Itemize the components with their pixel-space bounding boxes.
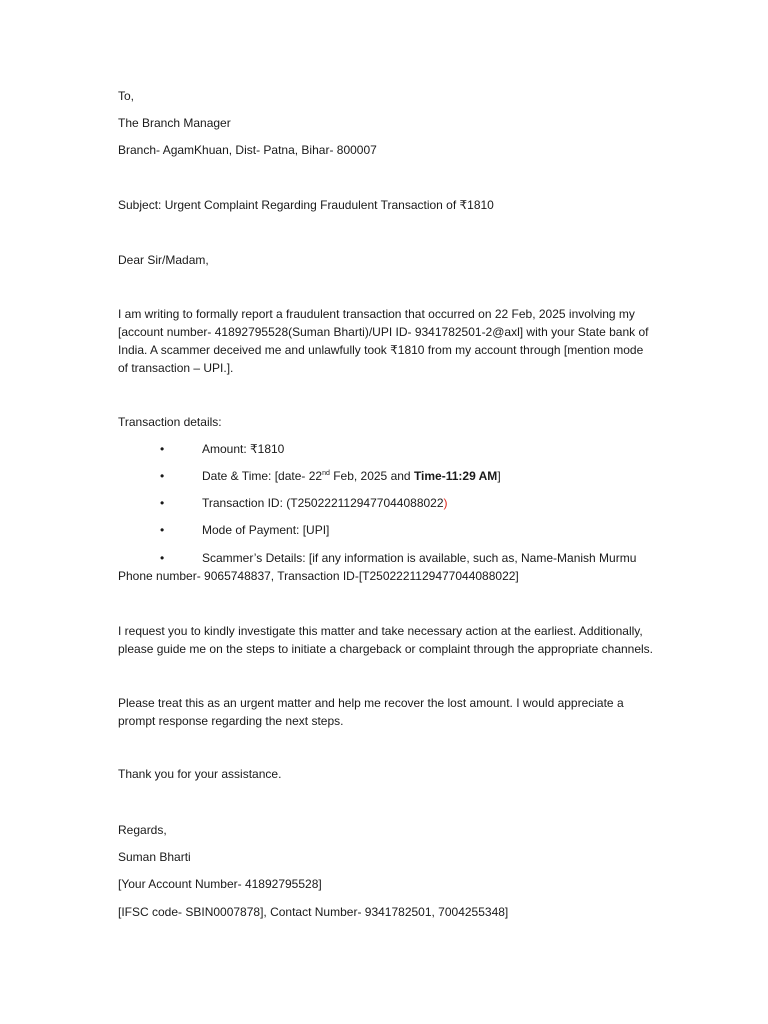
date-prefix: Date & Time: [date- 22: [202, 469, 323, 483]
urgent-line-1: Please treat this as an urgent matter and help me recover the lost amount. I would appreciate a: [118, 696, 624, 710]
date-time-bold: Time-11:29 AM: [413, 469, 498, 483]
detail-date-time: [202, 467, 501, 485]
salutation: Dear Sir/Madam,: [118, 253, 209, 267]
intro-line-2: [account number- 41892795528(Suman Bharti)/UPI ID- 9341782501-2@axl] with your State bank of: [118, 325, 649, 339]
detail-scammer-line-2: Phone number- 9065748837, Transaction ID-[T2502221129477044088022]: [118, 569, 519, 583]
bullet-icon: •: [160, 523, 165, 537]
signer-name: Suman Bharti: [118, 850, 191, 864]
txn-id-text: Transaction ID: (T2502221129477044088022: [202, 496, 444, 510]
branch-address: Branch- AgamKhuan, Dist- Patna, Bihar- 800007: [118, 143, 377, 157]
request-line-2: please guide me on the steps to initiate a chargeback or complaint through the appropriate channels.: [118, 642, 654, 656]
details-heading: Transaction details:: [118, 415, 222, 429]
signer-ifsc-contact: [IFSC code- SBIN0007878], Contact Number- 9341782501, 7004255348]: [118, 905, 509, 919]
date-mid: Feb, 2025 and: [329, 469, 414, 483]
detail-mode: Mode of Payment: [UPI]: [202, 523, 330, 537]
date-end: ]: [497, 469, 501, 483]
detail-scammer-line-1: Scammer’s Details: [if any information is available, such as, Name-Manish Murmu: [202, 551, 637, 565]
bullet-icon: •: [160, 551, 165, 565]
request-paragraph: [118, 622, 658, 658]
intro-line-1: I am writing to formally report a fraudulent transaction that occurred on 22 Feb, 2025 involving my: [118, 307, 635, 321]
intro-paragraph: [118, 305, 658, 377]
detail-amount: Amount: ₹1810: [202, 442, 285, 456]
intro-line-3: India. A scammer deceived me and unlawfully took ₹1810 from my account through [mention mode: [118, 343, 644, 357]
bullet-icon: •: [160, 442, 165, 456]
recipient-title: The Branch Manager: [118, 116, 231, 130]
detail-transaction-id: [202, 494, 448, 512]
bullet-icon: •: [160, 496, 165, 510]
urgent-line-2: prompt response regarding the next steps.: [118, 714, 344, 728]
signer-account: [Your Account Number- 41892795528]: [118, 877, 322, 891]
to-line: To,: [118, 89, 135, 103]
subject-line: Subject: Urgent Complaint Regarding Fraudulent Transaction of ₹1810: [118, 198, 494, 212]
thanks-line: Thank you for your assistance.: [118, 767, 282, 781]
urgent-paragraph: [118, 694, 658, 730]
request-line-1: I request you to kindly investigate this matter and take necessary action at the earliest. Additionally,: [118, 624, 643, 638]
txn-id-close: ): [443, 496, 448, 510]
intro-line-4: of transaction – UPI.].: [118, 361, 234, 375]
regards-line: Regards,: [118, 823, 167, 837]
date-superscript: nd: [322, 470, 330, 477]
bullet-icon: •: [160, 469, 165, 483]
